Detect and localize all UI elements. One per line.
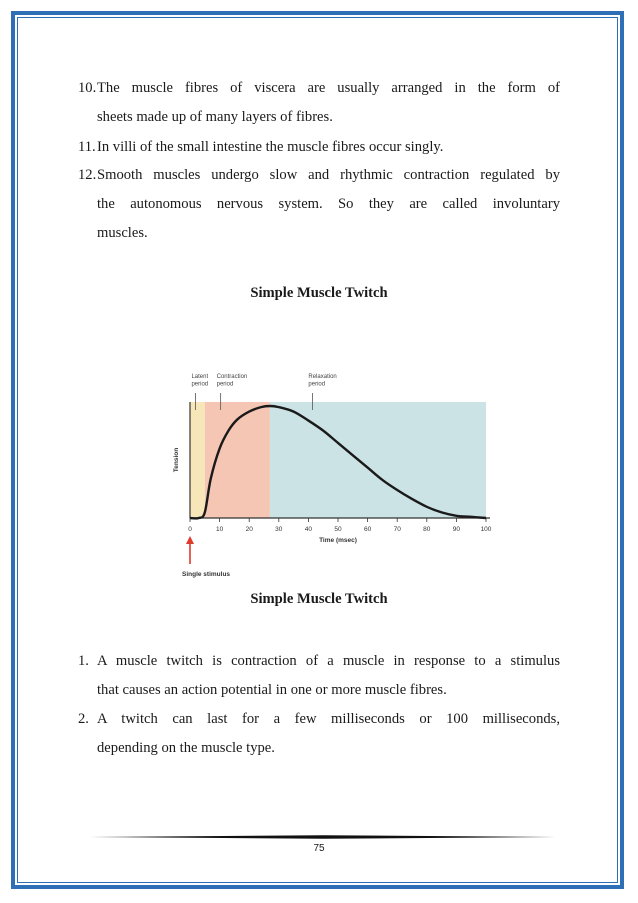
list-item-2 bbox=[78, 705, 560, 763]
list-item-12 bbox=[78, 161, 560, 248]
list-line: A twitch can last for a few milliseconds or 100 milliseconds, bbox=[97, 711, 560, 727]
twitch-figure bbox=[170, 362, 500, 584]
figure-caption: Simple Muscle Twitch bbox=[250, 591, 388, 607]
list-number: 11. bbox=[78, 139, 96, 155]
arrow-head bbox=[186, 536, 194, 544]
footer-divider bbox=[90, 830, 556, 844]
x-tick-label: 30 bbox=[275, 526, 283, 533]
x-tick-label: 100 bbox=[480, 526, 492, 533]
x-axis-label: Time (msec) bbox=[319, 537, 357, 544]
phase-label: period bbox=[308, 381, 326, 388]
list-item-1 bbox=[78, 647, 560, 705]
x-tick-label: 40 bbox=[304, 526, 313, 533]
list-number: 10. bbox=[78, 80, 97, 96]
phase-label: Latent bbox=[191, 374, 209, 380]
x-tick-label: 10 bbox=[215, 526, 224, 533]
list-line: sheets made up of many layers of fibres. bbox=[97, 109, 333, 125]
list-line: Smooth muscles undergo slow and rhythmic contraction regulated by bbox=[97, 167, 560, 183]
list-line: the autonomous nervous system. So they are called involuntary bbox=[97, 196, 560, 212]
x-tick-label: 50 bbox=[334, 526, 342, 533]
x-tick-label: 80 bbox=[423, 526, 431, 533]
list-item-11 bbox=[78, 133, 560, 162]
list-number: 12. bbox=[78, 167, 97, 183]
phase-band-2 bbox=[270, 402, 486, 518]
x-tick-label: 20 bbox=[245, 526, 253, 533]
list-line: depending on the muscle type. bbox=[97, 740, 275, 756]
stimulus-arrow bbox=[186, 536, 194, 564]
y-axis-label: Tension bbox=[173, 447, 180, 473]
list-line: The muscle fibres of viscera are usually arranged in the form of bbox=[97, 80, 560, 96]
list-item-10 bbox=[78, 74, 560, 132]
phase-band-0 bbox=[190, 402, 205, 518]
x-ticks bbox=[188, 518, 492, 533]
phase-label: Relaxation bbox=[308, 374, 337, 380]
x-tick-label: 90 bbox=[452, 526, 461, 533]
x-tick-label: 70 bbox=[393, 526, 401, 533]
list-line: muscles. bbox=[97, 225, 148, 241]
phase-label: Contraction bbox=[216, 374, 248, 380]
stimulus-label: Single stimulus bbox=[182, 571, 231, 578]
twitch-chart bbox=[170, 362, 500, 584]
section-heading: Simple Muscle Twitch bbox=[250, 285, 388, 301]
phase-label: period bbox=[191, 381, 209, 388]
list-line: A muscle twitch is contraction of a muscle in response to a stimulus bbox=[97, 653, 560, 669]
list-number: 1. bbox=[78, 653, 89, 669]
list-number: 2. bbox=[78, 711, 89, 727]
x-tick-label: 0 bbox=[188, 526, 192, 533]
list-line: that causes an action potential in one or more muscle fibres. bbox=[97, 682, 447, 698]
page-number: 75 bbox=[313, 843, 325, 854]
list-line: In villi of the small intestine the muscle fibres occur singly. bbox=[97, 139, 444, 155]
phase-bands bbox=[190, 402, 486, 518]
x-tick-label: 60 bbox=[363, 526, 372, 533]
phase-label: period bbox=[216, 381, 234, 388]
